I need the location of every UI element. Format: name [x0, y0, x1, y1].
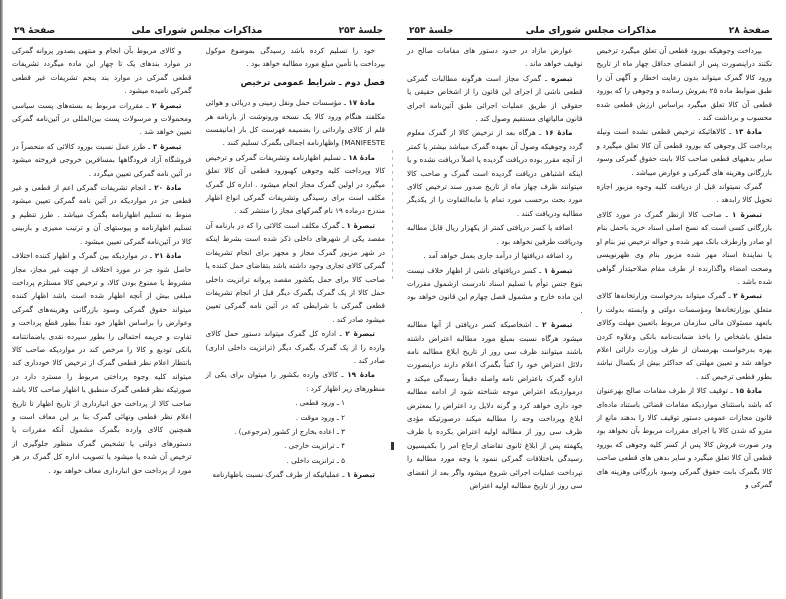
article-paragraph [597, 125, 773, 179]
list-item: ۳ ـ اعاده بخارج از کشور (مرجوعی) . [234, 426, 345, 436]
article-paragraph [407, 126, 583, 220]
article-text: خود را تسلیم کرده باشد رسیدگی بموضوع موکول بپرداخت یا تأمین مبلغ مورد مطالبه خواهد بود . [205, 46, 385, 69]
article-text: ـ کسر دریافتهای ناشی از اظهار خلاف نیست بنوع جنس توأم با تسلیم اسناد نادرست ازشمول مقررات این ماده خارج و مشمول فصل چهارم این قانون خواهد بود . [407, 265, 583, 315]
article-text: ـ توقیف کالا از طرف مقامات صالح بهرعنوان که باشد باستثنای مواردیکه مقامات قضائی باستناد ماده‌ای قانون مجازات عمومی دستور توقیف کالا را بدهند مانع از مترو که شدن کالا یا اجرای مقررات مربوط بآن نخواهد بود ودر صورت فروش کالا پس از کسر کلیه وجوهی که بورود قطعی آن کالا تعلق میگیرد و سایر بدهی های قطعی صاحب کالا بگمرک بابت حقوق گمرکی وسود بازرگانی وهزینه های گمرکی و [596, 386, 772, 489]
list-item: ۵ ـ ترانزیت داخلی . [286, 455, 345, 465]
article-label: مادهٔ ۱۶ [544, 128, 573, 138]
column-right [597, 44, 773, 493]
paragraph [597, 180, 773, 207]
article-paragraph [206, 368, 386, 395]
section-heading: فصل دوم ـ شرایط عمومی ترخیص [240, 77, 385, 88]
article-text: گمرک نمیتواند قبل از دریافت کلیه وجوه مزبور اجازه تحویل کالا رابدهد . [596, 182, 772, 205]
article-text: ـ اشخاصیکه کسر دریافتی از آنها مطالبه میشود هرگاه نسبت بمبلغ مورد مطالبه اعتراض داشته باشند میتوانند ظرف سی روز از تاریخ ابلاغ مطالبه نامه دلائل اعتراض خود را کتباً بگمرک اعلام دارند دراینصورت اداره گمرک باعتراض نامه واصله دقیقاً رسیدگی میکند و درمواردیکه اعتراض موجه شناخته شود از ادامه مطالبه خود داری خواهد کرد و گرنه دلایل رد اعتراض را بمعترض ابلاغ وپرداخت وجه را مطالبه میکند درصورتیکه مؤدی ظرف سی روز از مطالبه اولیه اعتراض بکرده یا ظرف یکهفته پس از ابلاغ ثانوی تقاضای ارجاع امر را بکمیسیون رسیدگی باختلافات گمرکی ننمود یا وجه مورد مطالبه را نپرداخت عملیات اجرائی شروع میشود واگر بعد از انقضای سی روز از تاریخ مطالبه اولیه اعتراض [407, 320, 583, 490]
article-text: رد اضافه دریافتها از درآمد جاری بعمل خواهد آمد . [423, 251, 573, 261]
article-paragraph [206, 96, 386, 150]
page-28 [393, 0, 786, 599]
list-item: ۴ ـ ترانزیت خارجی . [284, 441, 345, 451]
article-text: ـ هرگاه بعد از ترخیص کالا از گمرک معلوم گردد وجوهیکه وصول آن بعهده گمرک میباشد بیشتر یا کمتر از آنچه مقرر بوده دریافت گردیده یا اصلاً دریافت نشده و یا اینکه اشتباهی دریافت گردیده است گمرک و صاحب کالا میتوانند ظرف چهار ماه از تاریخ صدور سند ترخیص کالای مورد بحث برحسب مورد تمام یا مابه‌التفاوت را از یکدیگر مطالبه ودریافت کنند . [407, 128, 583, 218]
article-label: تبصره [551, 73, 573, 83]
article-label: تبصرهٔ ۱ [346, 470, 375, 480]
running-title: مذاکرات مجلس شورای ملی [525, 25, 657, 36]
article-label: تبصرهٔ ۲ [151, 100, 182, 110]
article-text: ـ کالاهائیکه ترخیص قطعی نشده است ونیله پرداخت کل وجوهی که بورود قطعی آن کالا تعلق میگیرد و سایر بدهیهای قطعی صاحب کالا بابت حقوق گمرکی وسود بازرگانی وهزینه های گمرکی و عوارض میباشد . [596, 127, 772, 177]
article-text: بپرداخت وجوهیکه بورود قطعی آن تعلق میگیرد ترخیص نکنند دراینصورت پس از انقضای حداقل چهار ماه از تاریخ ورود کالا گمرک میتواند بدون رعایت اخطار و آگهی آن را طبق ضوابط ماده ۲۵ بفروش رسانده و وجوهی را که بورود قطعی آن کالا تعلق میگیرد براساس ارزش قطعی شده محسوب و برداشت کند . [596, 46, 772, 123]
paragraph [206, 44, 386, 71]
article-text: ـ مؤسسات حمل ونقل زمینی و دریائی و هوائی مکلفند هنگام ورود کالا یک نسخه ورونوشت از بارنامه هر قلم از کالای وارداتی را بضمیمه فهرست کل بار (مانیفست MANIFESTE) واظهارنامه اجمالی بگمرک تسلیم کنند . [205, 98, 385, 148]
session-number: جلسهٔ ۲۵۳ [338, 26, 383, 36]
paragraph [407, 221, 583, 248]
article-paragraph [597, 289, 773, 383]
article-paragraph [12, 99, 192, 139]
article-paragraph [407, 264, 583, 318]
article-label: مادهٔ ۲۱ [154, 251, 182, 261]
session-number: جلسهٔ ۲۵۳ [409, 26, 454, 36]
article-label: تبصرهٔ ۱ [731, 209, 763, 219]
article-paragraph [206, 219, 386, 326]
article-text: ـ انجام تشریفات گمرکی اعم از قطعی و غیر قطعی جز در مواردیکه در آئین نامه گمرکی تعیین میشود منوط به تسلیم اظهارنامه بگمرک میباشد . طرز تنظیم و تسلیم اظهارنامه و پیوستهای آن و ترتیب ممیزی و بازبینی کالا در آئین‌نامه گمرکی تعیین میشود . [12, 183, 192, 246]
article-label: تبصرهٔ ۳ [152, 141, 182, 151]
article-label: مادهٔ ۱۵ [735, 386, 762, 396]
article-text: ـ کالای وارده بکشور را میتوان برای یکی از منظورهای زیر اظهار کرد : [205, 370, 385, 393]
article-text: ـ در مواردیکه بین گمرک و اظهار کننده اختلاف حاصل شود جز در مورد اختلاف از جهت غیر مجاز، مجاز مشروط یا ممنوع بودن کالا، و ترخیص کالا مستلزم پرداخت مبلغی بیش از آنچه اظهار شده است باشد اظهار کننده میتواند حقوق گمرکی وسود بازرگانی وهزینه‌های گمرکی وعوارض را براساس اظهار خود نقداً بطور قطع پرداخت و تفاوت و جریمه احتمالی را بطور سپرده نقدی یاضمانتنامه بانکی تودیع و کالا را مرخص کند در مواردیکه صاحب کالا بانتظار اعلام نظر قطعی گمرک از ترخیص کالا خودداری کند میتواند کلیه وجوه پرداختی مربوط را مسترد دارد در صورتیکه نظر قطعی گمرک منطبق با اظهار صاحب کالا باشد صاحب کالا از پرداخت حق انبارداری از تاریخ اظهار تا تاریخ اعلام نظر قطعی ونهائی گمرک بنا بر این معاف است و همچنین کالای وارده بگمرک مشمول آنکه مقررات یا دستورهای دولتی یا تشخیص گمرک منظور جلوگیری از ترخیص آن شده یا میشود یا تصویب اداره کل گمرک در هر مورد از پرداخت حق انبارداری معاف خواهد بود . [12, 251, 192, 475]
article-paragraph [206, 468, 386, 481]
column-left [12, 44, 192, 483]
article-paragraph [597, 384, 773, 491]
page-header [407, 20, 772, 40]
article-label: تبصرهٔ ۲ [542, 320, 573, 330]
article-label: مادهٔ ۱۸ [348, 152, 375, 162]
article-paragraph [206, 151, 386, 218]
article-text: و کالای مربوط بآن انجام و منتهی بصدور پروانه گمرکی در موارد بندهای یک تا چهار این ماده میگردد تشریفات قطعی گمرکی در موارد بند پنجم تشریفات غیر قطعی گمرکی نامیده میشود . [12, 46, 192, 96]
article-text: ـ عملیاتیکه از طرف گمرک نسبت باظهارنامه [212, 470, 347, 480]
article-label: مادهٔ ۱۹ [347, 370, 375, 380]
article-paragraph [597, 208, 773, 288]
running-title: مذاکرات مجلس شورای ملی [131, 25, 263, 36]
paragraph [12, 44, 192, 98]
page-number: صفحهٔ ۲۸ [728, 26, 770, 36]
article-label: تبصرهٔ ۲ [345, 329, 376, 339]
list-item: ۱ ـ ورود قطعی . [295, 398, 345, 408]
article-text: ـ مقررات مربوط به بسته‌های پست سیاسی ومحمولات و مرسولات پست بین‌المللی در آئین‌نامه گمرکی تعیین خواهد شد . [12, 100, 192, 137]
article-text: ـ صاحب کالا ازنظر گمرک در مورد کالای بازرگانی کسی است که نسخ اصلی اسناد خرید باحمل بنام او صادر وازطرف بانک مهر شده و حواله ترخیص نیز بنام او یا نمایندهٔ اسناد مهر شده مزبور بنام وی ظهرنویسی وصحت امضاء واگذارنده از طرف مقام صلاحیتدار گواهی شده باشد . [596, 209, 772, 286]
paragraph [407, 44, 583, 71]
article-paragraph [12, 181, 192, 248]
article-text: ـ اداره کل گمرک میتواند دستور حمل کالای وارده را از یک گمرک بگمرک دیگر (ترانزیت داخلی اداری) صادر کند . [205, 329, 385, 365]
article-paragraph [407, 72, 583, 126]
article-paragraph [206, 327, 386, 367]
article-paragraph [407, 318, 583, 492]
article-text: ـ گمرک مکلف است کالائی را که در بارنامه آن مقصد یکی از شهرهای داخلی ذکر شده است بشرط اینکه در شهر مزبور گمرک مجاز و مجهز برای انجام تشریفات گمرکی کالای تجاری وجود داشته باشد بتقاضای حمل کننده یا صاحب کالا برای حمل بکشور مقصد پروانه ترانزیت داخلی حمل کالا از یک گمرک بگمرک دیگر قبل از انجام تشریفات قطعی گمرکی با شرایطی که در آئین نامه گمرکی تعیین میشود صادر کند . [205, 220, 385, 324]
article-label: مادهٔ ۲۰ [154, 183, 182, 193]
article-text: ـ گمرک میتواند بدرخواست وزارتخانه‌ها کالای متعلق بوزارتخانه‌ها ومؤسسات دولتی و وابسته بدولت را باتعهد مسئولان مالی سازمان مربوط باتعیین مهلت وکالای متعلق باشخاص را باخذ ضمانت‌نامه بانکی وعلاوه کردن بهره بدرخواست بهرمسان از طرف وزارت دارائی اعلام خواهد شد و تعیین مهلتی که حداکثر بیش از یکسال نباشد بطور قطعی ترخیص کند . [596, 291, 772, 381]
article-label: تبصرهٔ ۱ [543, 265, 573, 275]
page-header [12, 20, 385, 40]
article-label: مادهٔ ۱۷ [348, 98, 375, 108]
article-text: اضافه یا کسر دریافتی کمتر از یکهزار ریال قابل مطالبه ودریافت طرفین نخواهد بود . [407, 223, 583, 246]
paragraph [407, 249, 583, 262]
text-columns [407, 44, 772, 493]
list-item: ۲ ـ ورود موقت . [295, 412, 345, 422]
article-paragraph [12, 140, 192, 180]
article-text: عوارض مازاد در حدود دستور های مقامات صالح در توقیف خواهد ماند . [407, 46, 583, 69]
article-label: تبصرهٔ ۲ [733, 291, 762, 301]
text-columns [12, 44, 385, 483]
paragraph [597, 44, 773, 124]
article-label: مادهٔ ۱۳ [734, 127, 762, 137]
article-text: ـ طرز عمل نسبت بورود کالائی که منحصراً در فروشگاه آزاد فرودگاهها بمسافرین خروجی فروخته میشود در آئین نامه گمرکی تعیین میگردد . [12, 141, 192, 178]
column-left [407, 44, 583, 493]
article-paragraph [12, 249, 192, 477]
article-text: ـ تسلیم اظهارنامه وتشریفات گمرکی و ترخیص کالا وپرداخت کلیه وجوهی کهبورود قطعی آن کالا تعلق میگیرد در اولین گمرک مجاز انجام میشود . اداره کل گمرک مکلف است برای رسیدگی وتشریفات گمرکی انواع اظهار مندرج درماده ۱۹ نام گمرکهای مجاز را منتشر کند . [205, 152, 385, 216]
article-label: تبصرهٔ ۱ [346, 220, 375, 230]
page-number: صفحهٔ ۲۹ [14, 26, 56, 36]
article-text: ـ گمرک مجاز است هرگونه مطالبات گمرکی قطعی ناشی از اجرای این قانون را از اشخاص حقیقی یا حقوقی از طریق عملیات اجرائی طبق آئین‌نامه اجرای قانون مالیاتهای مستقیم وصول کند . [407, 73, 583, 124]
column-right [206, 44, 386, 483]
